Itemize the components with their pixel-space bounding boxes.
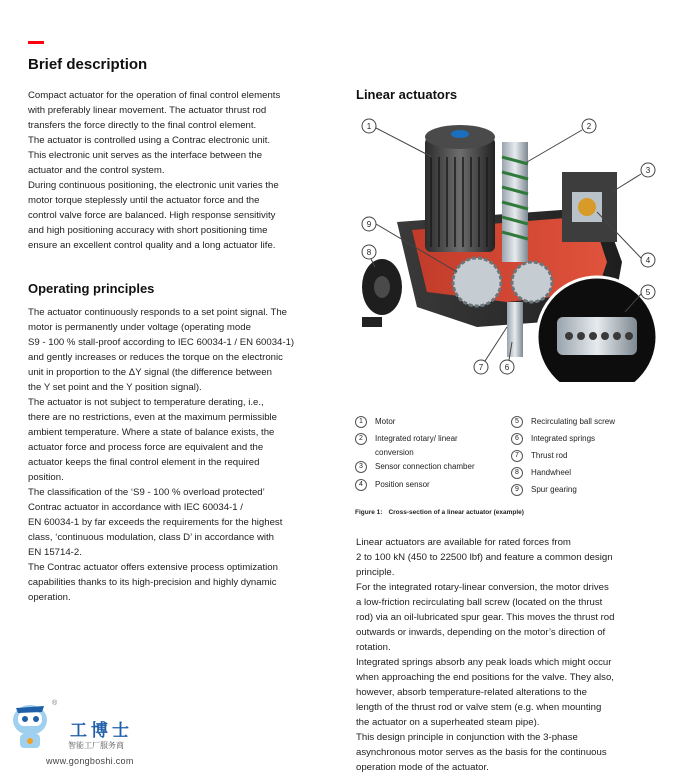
legend-item: 4 Position sensor <box>355 479 430 492</box>
operating-principles-title: Operating principles <box>28 281 155 296</box>
legend-item: 1 Motor <box>355 416 395 429</box>
linear-actuators-title: Linear actuators <box>356 87 458 102</box>
robot-mascot-icon <box>8 700 56 756</box>
accent-bar <box>28 41 44 44</box>
text-line: This design principle in conjunction with the 3-phase <box>356 732 578 743</box>
text-line: 2 to 100 kN (450 to 22500 lbf) and feature a common design <box>356 552 613 563</box>
spur-gear <box>453 258 501 306</box>
text-line: principle. <box>356 567 395 578</box>
text-line: outwards or inwards, depending on the motor’s direction of <box>356 627 606 638</box>
text-line: motor torque steplessly until the actuator force and the <box>28 195 260 206</box>
text-line: motor is permanently under voltage (operating mode <box>28 322 251 333</box>
callout-1 <box>362 119 432 157</box>
text-line: when approaching the end positions for the valve. They also, <box>356 672 614 683</box>
text-line: S9 - 100 % stall-proof according to IEC 60034-1 / EN 60034-1) <box>28 337 295 348</box>
text-line: class, ‘continuous modulation, class D’ in accordance with <box>28 532 275 543</box>
text-line: however, absorb temperature-related alterations to the <box>356 687 587 698</box>
text-line: EN 15714-2. <box>28 547 82 558</box>
text-line: a low-friction recirculating ball screw (located on the thrust <box>356 597 603 608</box>
text-line: Integrated springs absorb any peak loads which might occur <box>356 657 612 668</box>
motor-body <box>425 137 495 252</box>
svg-text:6: 6 <box>504 363 510 372</box>
text-line: position. <box>28 472 64 483</box>
text-line: there are no restrictions, even at the maximum permissible <box>28 412 278 423</box>
linear-actuators-text <box>356 535 676 775</box>
brief-description-text <box>28 88 338 253</box>
gongboshi-watermark: ® 工博士 智能工厂服务商 www.gongboshi.com <box>8 700 158 772</box>
text-line: unit in proportion to the ΔY signal (the difference between <box>28 367 272 378</box>
svg-text:8: 8 <box>366 248 372 257</box>
svg-text:2: 2 <box>586 122 592 131</box>
text-line: actuator keeps the final control element in the required <box>28 457 260 468</box>
text-line: actuator force and process force are equivalent and the <box>28 442 264 453</box>
text-line: the actuator on a superheated steam pipe). <box>356 717 540 728</box>
text-line: control valve force are balanced. High response sensitivity <box>28 210 276 221</box>
svg-text:5: 5 <box>645 288 651 297</box>
text-line: rotation. <box>356 642 391 653</box>
callout-3 <box>612 163 655 192</box>
actuator-cross-section-figure <box>357 112 667 382</box>
text-line: Contrac actuator in accordance with IEC 60034-1 / <box>28 502 243 513</box>
text-line: The classification of the ‘S9 - 100 % overload protected’ <box>28 487 265 498</box>
operating-principles-text <box>28 305 338 605</box>
text-line: The Contrac actuator offers extensive process optimization <box>28 562 278 573</box>
text-line: Compact actuator for the operation of final control elements <box>28 90 281 101</box>
text-line: The actuator is controlled using a Contrac electronic unit. <box>28 135 271 146</box>
text-line: transfers the force directly to the final control element. <box>28 120 257 131</box>
text-line: For the integrated rotary-linear conversion, the motor drives <box>356 582 609 593</box>
text-line: The actuator is not subject to temperature derating, i.e., <box>28 397 264 408</box>
text-line: and gently increases or reduces the torque on the electronic <box>28 352 283 363</box>
text-line: During continuous positioning, the electronic unit varies the <box>28 180 279 191</box>
legend-item: 6 Integrated springs <box>511 433 595 446</box>
legend-item: 3 Sensor connection chamber <box>355 461 475 474</box>
svg-text:4: 4 <box>645 256 651 265</box>
svg-text:1: 1 <box>366 122 372 131</box>
text-line: asynchronous motor serves as the basis for the continuous <box>356 747 607 758</box>
text-line: rod) via an oil-lubricated spur gear. This moves the thrust rod <box>356 612 615 623</box>
thrust-rod <box>507 302 523 357</box>
text-line: length of the thrust rod or valve stem (e.g. when mounting <box>356 702 602 713</box>
text-line: operation. <box>28 592 71 603</box>
text-line: actuator and the control system. <box>28 165 165 176</box>
text-line: capabilities thanks to its high-precision and highly dynamic <box>28 577 277 588</box>
svg-text:3: 3 <box>645 166 651 175</box>
legend-item: 8 Handwheel <box>511 467 571 480</box>
text-line: ambient temperature. Where a state of balance exists, the <box>28 427 275 438</box>
legend-item: 7 Thrust rod <box>511 450 567 463</box>
figure-caption: Figure 1: Cross-section of a linear actuator (example) <box>355 509 524 516</box>
svg-text:9: 9 <box>366 220 372 229</box>
legend-item: 5 Recirculating ball screw <box>511 416 615 429</box>
text-line: and high positioning accuracy with short positioning time <box>28 225 268 236</box>
text-line: the Y set point and the Y position signal). <box>28 382 202 393</box>
text-line: ensure an excellent control quality and a long actuator life. <box>28 240 276 251</box>
legend-item: 2 Integrated rotary/ linear conversion <box>355 433 485 460</box>
text-line: operation mode of the actuator. <box>356 762 489 773</box>
text-line: This electronic unit serves as the interface between the <box>28 150 263 161</box>
callout-2 <box>527 119 596 162</box>
text-line: EN 60034-1 by far exceeds the requirements for the highest <box>28 517 283 528</box>
text-line: Linear actuators are available for rated forces from <box>356 537 571 548</box>
brief-description-title: Brief description <box>28 56 148 73</box>
svg-text:7: 7 <box>478 363 484 372</box>
text-line: The actuator continuously responds to a set point signal. The <box>28 307 288 318</box>
callout-8 <box>362 245 376 267</box>
text-line: with preferably linear movement. The actuator thrust rod <box>28 105 267 116</box>
legend-item: 9 Spur gearing <box>511 484 577 497</box>
